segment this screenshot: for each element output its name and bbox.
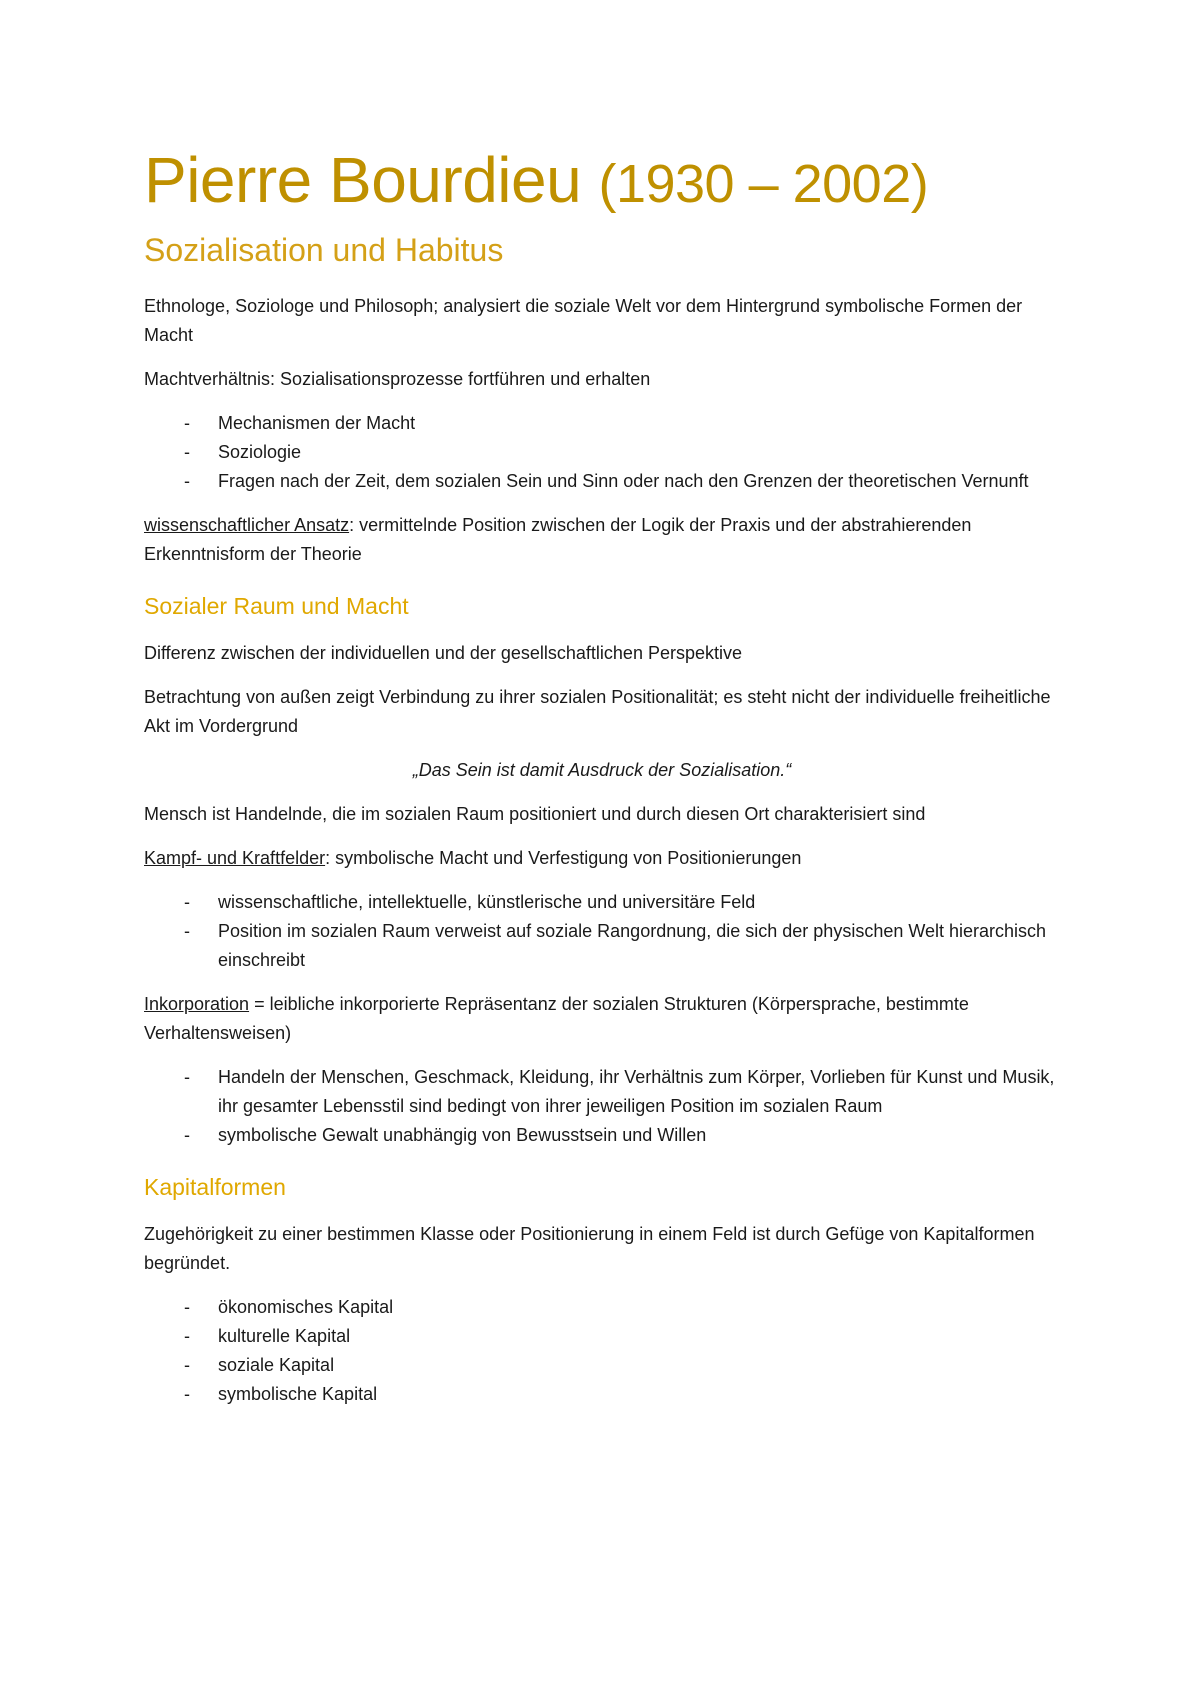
definition-text: = leibliche inkorporierte Repräsentanz der sozialen Strukturen (Körpersprache, bestimmte Verhaltensweisen) <box>144 994 969 1043</box>
term-inkorporation: Inkorporation <box>144 994 250 1014</box>
document-content <box>144 140 1060 1424</box>
document-title <box>144 140 1060 224</box>
list-item: - Position im sozialen Raum verweist auf soziale Rangordnung, die sich der physischen Welt hierarchisch einschreibt <box>144 917 1060 975</box>
definition-text: : symbolische Macht und Verfestigung von Positionierungen <box>325 848 802 868</box>
list-item: - soziale Kapital <box>144 1351 1060 1380</box>
paragraph-mensch: Mensch ist Handelnde, die im sozialen Raum positioniert und durch diesen Ort charakterisiert sind <box>144 804 926 824</box>
paragraph-differenz: Differenz zwischen der individuellen und der gesellschaftlichen Perspektive <box>144 643 742 663</box>
paragraph-inkorporation <box>144 990 1060 1048</box>
term-kampf-kraftfelder: Kampf- und Kraftfelder <box>144 848 326 868</box>
list-item: - ökonomisches Kapital <box>144 1293 1060 1322</box>
paragraph-intro: Ethnologe, Soziologe und Philosoph; analysiert die soziale Welt vor dem Hintergrund symbolische Formen der Macht <box>144 296 1023 345</box>
title-name: Pierre Bourdieu <box>144 144 582 216</box>
list-item: - Handeln der Menschen, Geschmack, Kleidung, ihr Verhältnis zum Körper, Vorlieben für Kunst und Musik, ihr gesamter Lebensstil sind bedingt von ihrer jeweiligen Position im sozialen Raum <box>144 1063 1060 1121</box>
definition-text: : vermittelnde Position zwischen der Logik der Praxis und der abstrahierenden Erkenntnisform der Theorie <box>144 515 972 564</box>
list-item: - wissenschaftliche, intellektuelle, künstlerische und universitäre Feld <box>144 888 1060 917</box>
heading-sozialer-raum: Sozialer Raum und Macht <box>144 593 409 619</box>
paragraph-wissenschaftlicher-ansatz <box>144 511 1060 569</box>
list-macht-topics <box>144 409 1060 496</box>
list-item: - kulturelle Kapital <box>144 1322 1060 1351</box>
list-kapitalformen <box>144 1293 1060 1409</box>
paragraph-betrachtung: Betrachtung von außen zeigt Verbindung zu ihrer sozialen Positionalität; es steht nicht der individuelle freiheitliche Akt im Vordergrund <box>144 687 1051 736</box>
term-wissenschaftlicher-ansatz: wissenschaftlicher Ansatz <box>144 515 350 535</box>
list-item: - Soziologie <box>144 438 1060 467</box>
paragraph-machtverhaeltnis: Machtverhältnis: Sozialisationsprozesse fortführen und erhalten <box>144 369 651 389</box>
list-felder <box>144 888 1060 975</box>
list-item: - symbolische Kapital <box>144 1380 1060 1409</box>
list-item: - Mechanismen der Macht <box>144 409 1060 438</box>
quote: „Das Sein ist damit Ausdruck der Sozialisation.“ <box>412 760 792 780</box>
list-inkorporation <box>144 1063 1060 1150</box>
paragraph-zugehoerigkeit: Zugehörigkeit zu einer bestimmen Klasse oder Positionierung in einem Feld ist durch Gefüge von Kapitalformen begründet. <box>144 1224 1035 1273</box>
paragraph-kampf-kraftfelder <box>144 844 1060 873</box>
list-item: - symbolische Gewalt unabhängig von Bewusstsein und Willen <box>144 1121 1060 1150</box>
title-years: (1930 – 2002) <box>598 154 929 214</box>
list-item: - Fragen nach der Zeit, dem sozialen Sein und Sinn oder nach den Grenzen der theoretischen Vernunft <box>144 467 1060 496</box>
subtitle-sozialisation-habitus: Sozialisation und Habitus <box>144 232 504 268</box>
heading-kapitalformen: Kapitalformen <box>144 1174 286 1200</box>
